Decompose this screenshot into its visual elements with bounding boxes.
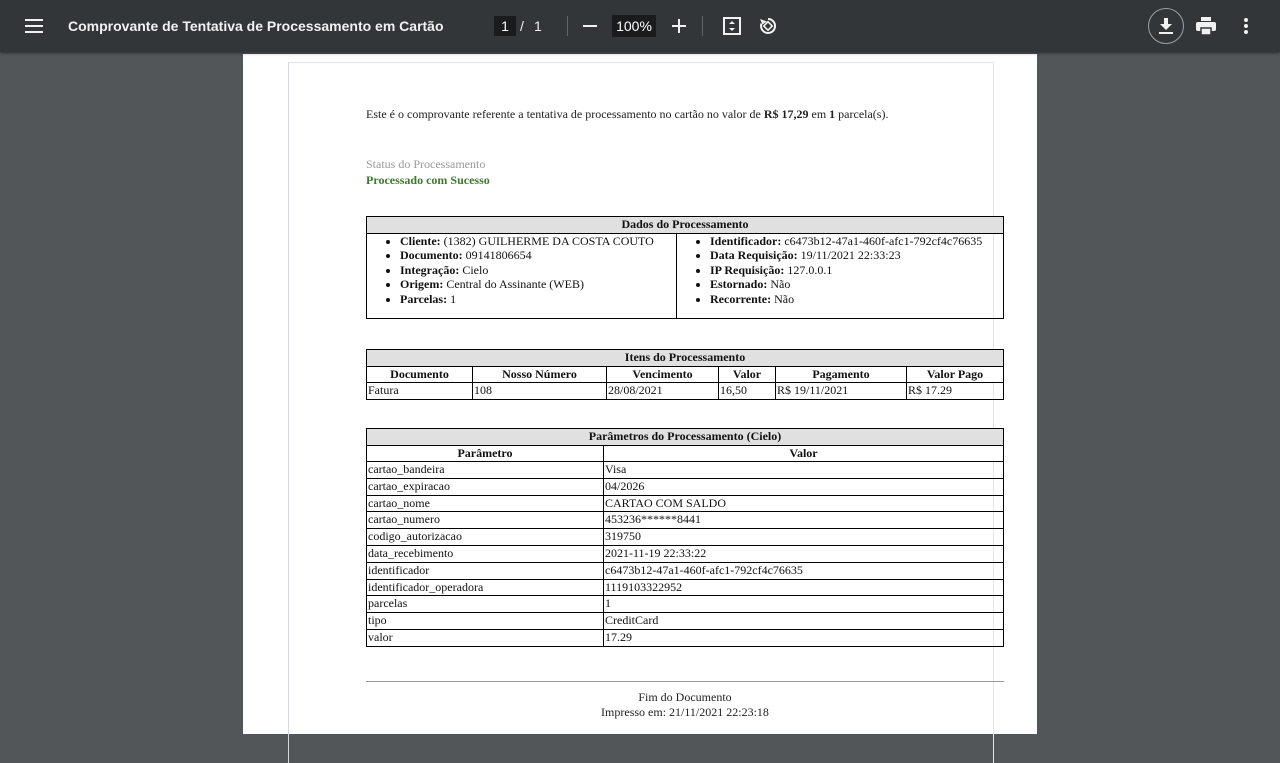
param-name: cartao_numero bbox=[367, 512, 604, 529]
intro-amount: R$ 17,29 bbox=[763, 107, 809, 121]
intro-prefix: Este é o comprovante referente a tentativa de processamento no cartão no valor de bbox=[366, 107, 764, 121]
intro-middle: em bbox=[808, 107, 830, 121]
table-row bbox=[367, 629, 1004, 646]
table-row bbox=[367, 529, 1004, 546]
list-item: • Estornado: Não bbox=[710, 277, 1003, 292]
intro-suffix: parcela(s). bbox=[835, 107, 889, 121]
toolbar-divider bbox=[567, 16, 568, 36]
table-cell: 28/08/2021 bbox=[607, 383, 719, 400]
intro-installments: 1 bbox=[829, 107, 836, 121]
footer-divider bbox=[366, 681, 1004, 682]
table-cell: R$ 17.29 bbox=[907, 383, 1004, 400]
param-name: cartao_bandeira bbox=[367, 462, 604, 479]
list-item: • IP Requisição: 127.0.0.1 bbox=[710, 263, 1003, 278]
table-cell: R$ 19/11/2021 bbox=[776, 383, 907, 400]
param-value: CreditCard bbox=[604, 613, 1004, 630]
list-item: • Parcelas: 1 bbox=[400, 292, 676, 307]
param-value: 319750 bbox=[604, 529, 1004, 546]
param-value: 17.29 bbox=[604, 629, 1004, 646]
table-caption: Itens do Processamento bbox=[367, 350, 1004, 367]
list-item: • Integração: Cielo bbox=[400, 263, 676, 278]
table-cell: Fatura bbox=[367, 383, 473, 400]
table-row bbox=[367, 596, 1004, 613]
items-table bbox=[366, 349, 1004, 400]
footer-end-text: Fim do Documento bbox=[638, 690, 732, 704]
list-item: • Documento: 09141806654 bbox=[400, 248, 676, 263]
column-header: Vencimento bbox=[607, 366, 719, 383]
pdf-page bbox=[243, 54, 1037, 734]
param-value: Visa bbox=[604, 462, 1004, 479]
column-header: Valor bbox=[604, 445, 1004, 462]
param-value: CARTAO COM SALDO bbox=[604, 495, 1004, 512]
footer-printed-at: Impresso em: 21/11/2021 22:23:18 bbox=[601, 704, 769, 719]
pdf-toolbar bbox=[0, 0, 1280, 52]
toolbar-divider bbox=[702, 16, 703, 36]
param-value: 1119103322952 bbox=[604, 579, 1004, 596]
document-title: Comprovante de Tentativa de Processamento em Cartão bbox=[68, 18, 444, 34]
fit-page-icon[interactable] bbox=[720, 0, 744, 52]
page-total: 1 bbox=[534, 18, 542, 34]
table-row bbox=[367, 478, 1004, 495]
column-header: Valor bbox=[719, 366, 776, 383]
rotate-icon[interactable] bbox=[756, 0, 780, 52]
parameters-table bbox=[366, 428, 1004, 647]
page-separator: / bbox=[520, 18, 524, 34]
status-value: Processado com Sucesso bbox=[366, 173, 490, 187]
table-caption: Parâmetros do Processamento (Cielo) bbox=[367, 429, 1004, 446]
zoom-in-icon[interactable] bbox=[668, 0, 690, 52]
param-value: 2021-11-19 22:33:22 bbox=[604, 545, 1004, 562]
table-row bbox=[367, 495, 1004, 512]
table-cell: 16,50 bbox=[719, 383, 776, 400]
param-name: tipo bbox=[367, 613, 604, 630]
param-name: valor bbox=[367, 629, 604, 646]
zoom-out-icon[interactable] bbox=[580, 0, 600, 52]
param-name: parcelas bbox=[367, 596, 604, 613]
param-name: cartao_nome bbox=[367, 495, 604, 512]
table-cell: 108 bbox=[473, 383, 607, 400]
param-name: cartao_expiracao bbox=[367, 478, 604, 495]
status-label: Status do Processamento bbox=[366, 157, 486, 171]
print-icon[interactable] bbox=[1194, 0, 1218, 52]
processing-data-left bbox=[367, 233, 677, 319]
list-item: • Recorrente: Não bbox=[710, 292, 1003, 307]
param-name: identificador bbox=[367, 562, 604, 579]
menu-icon[interactable] bbox=[18, 0, 50, 52]
table-row bbox=[367, 579, 1004, 596]
document-footer bbox=[366, 690, 1004, 719]
list-item: • Cliente: (1382) GUILHERME DA COSTA COUTO bbox=[400, 234, 676, 249]
param-value: 453236******8441 bbox=[604, 512, 1004, 529]
param-value: c6473b12-47a1-460f-afc1-792cf4c76635 bbox=[604, 562, 1004, 579]
list-item: • Origem: Central do Assinante (WEB) bbox=[400, 277, 676, 292]
param-name: identificador_operadora bbox=[367, 579, 604, 596]
page-frame bbox=[288, 62, 994, 763]
table-row bbox=[367, 562, 1004, 579]
param-name: codigo_autorizacao bbox=[367, 529, 604, 546]
table-caption: Dados do Processamento bbox=[367, 217, 1004, 234]
table-row bbox=[367, 512, 1004, 529]
table-row bbox=[367, 545, 1004, 562]
processing-data-right bbox=[677, 233, 1004, 319]
table-row bbox=[367, 383, 1004, 400]
column-header: Parâmetro bbox=[367, 445, 604, 462]
table-row bbox=[367, 462, 1004, 479]
table-row bbox=[367, 613, 1004, 630]
column-header: Documento bbox=[367, 366, 473, 383]
processing-data-table bbox=[366, 216, 1004, 319]
list-item: • Data Requisição: 19/11/2021 22:33:23 bbox=[710, 248, 1003, 263]
column-header: Pagamento bbox=[776, 366, 907, 383]
page-number-input[interactable]: 1 bbox=[494, 16, 516, 36]
intro-text bbox=[366, 107, 888, 122]
param-value: 04/2026 bbox=[604, 478, 1004, 495]
zoom-level-input[interactable]: 100% bbox=[612, 15, 656, 37]
param-value: 1 bbox=[604, 596, 1004, 613]
param-name: data_recebimento bbox=[367, 545, 604, 562]
download-icon[interactable] bbox=[1148, 8, 1184, 44]
more-options-icon[interactable] bbox=[1236, 0, 1256, 52]
list-item: • Identificador: c6473b12-47a1-460f-afc1-792cf4c76635 bbox=[710, 234, 1003, 249]
column-header: Nosso Número bbox=[473, 366, 607, 383]
column-header: Valor Pago bbox=[907, 366, 1004, 383]
